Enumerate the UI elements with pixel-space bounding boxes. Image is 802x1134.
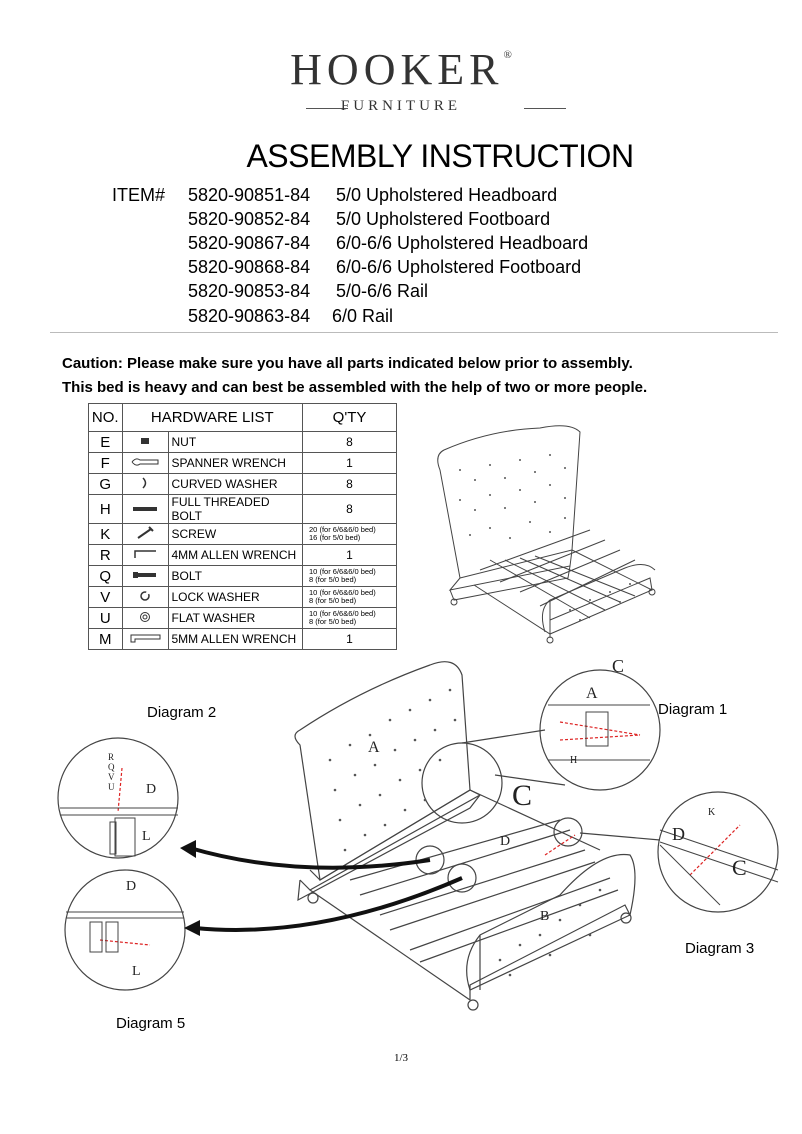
- part-qty: 1: [303, 453, 397, 474]
- qty-small-bed: 8 (for 5/0 bed): [309, 617, 357, 626]
- callout-a: A: [368, 739, 380, 756]
- part-name: BOLT: [169, 566, 303, 587]
- part-letter: G: [89, 474, 123, 495]
- part-qty: 8: [303, 495, 397, 524]
- caution-line-2: This bed is heavy and can best be assembled with the help of two or more people.: [62, 379, 648, 396]
- part-letter: K: [89, 524, 123, 545]
- part-letter: F: [89, 453, 123, 474]
- part-qty: 8: [303, 432, 397, 453]
- qty-small-bed: 16 (for 5/0 bed): [309, 533, 361, 542]
- brand-logo: [0, 45, 802, 94]
- qty-large-beds: 10 (for 6/6&6/0 bed): [309, 587, 376, 597]
- callout-c-main: C: [512, 779, 533, 812]
- brand-subtitle: FURNITURE: [340, 98, 462, 114]
- headboard-shape: [295, 662, 470, 880]
- callout-c-d1: C: [612, 656, 625, 676]
- part-qty: [303, 608, 397, 629]
- item-number: 5820-90851-84: [188, 185, 311, 205]
- part-name: NUT: [169, 432, 303, 453]
- part-letter: R: [89, 545, 123, 566]
- allen-wrench-4mm-icon: [122, 545, 169, 566]
- table-row: [89, 432, 397, 453]
- item-description: 6/0 Rail: [332, 306, 394, 326]
- callout-d-d2: D: [146, 782, 157, 797]
- part-name: SPANNER WRENCH: [169, 453, 303, 474]
- part-name: 5MM ALLEN WRENCH: [169, 629, 303, 650]
- item-row: [188, 282, 428, 300]
- item-description: 6/0-6/6 Upholstered Footboard: [336, 257, 582, 277]
- bed-overview-illustration: [420, 410, 670, 645]
- part-name: LOCK WASHER: [169, 587, 303, 608]
- diagram-1-label: Diagram 1: [658, 701, 728, 718]
- callout-h-d1: H: [570, 755, 578, 766]
- diagram-2-label: Diagram 2: [147, 704, 217, 721]
- item-number: 5820-90867-84: [188, 233, 311, 253]
- item-number: 5820-90852-84: [188, 209, 311, 229]
- allen-wrench-5mm-icon: [122, 629, 169, 650]
- callout-k-d3: K: [708, 807, 716, 818]
- table-header-row: [89, 404, 397, 432]
- part-letter: M: [89, 629, 123, 650]
- flat-washer-icon: [122, 608, 169, 629]
- section-divider: [50, 332, 778, 333]
- qty-large-beds: 10 (for 6/6&6/0 bed): [309, 608, 376, 618]
- callout-a-d1: A: [586, 685, 598, 702]
- registered-mark: ®: [503, 49, 512, 61]
- callout-u: U: [108, 782, 115, 792]
- table-row: [89, 608, 397, 629]
- header-hardware-list: HARDWARE LIST: [122, 404, 303, 432]
- callout-b: B: [540, 909, 550, 924]
- logo-rule-right: [524, 108, 566, 109]
- part-name: 4MM ALLEN WRENCH: [169, 545, 303, 566]
- part-letter: U: [89, 608, 123, 629]
- callout-v: V: [108, 772, 115, 782]
- table-row: [89, 566, 397, 587]
- item-number: 5820-90853-84: [188, 281, 311, 301]
- table-row: [89, 453, 397, 474]
- item-description: 6/0-6/6 Upholstered Headboard: [336, 233, 589, 253]
- bolt-icon: [122, 566, 169, 587]
- item-number: 5820-90868-84: [188, 257, 311, 277]
- hardware-table: [88, 403, 397, 650]
- part-letter: Q: [89, 566, 123, 587]
- screw-icon: [122, 524, 169, 545]
- part-qty: 1: [303, 545, 397, 566]
- part-qty: 8: [303, 474, 397, 495]
- page-title: ASSEMBLY INSTRUCTION: [246, 138, 634, 174]
- table-row: [89, 629, 397, 650]
- item-description: 5/0 Upholstered Footboard: [336, 209, 551, 229]
- spanner-wrench-icon: [122, 453, 169, 474]
- part-name: FLAT WASHER: [169, 608, 303, 629]
- table-row: [89, 474, 397, 495]
- full-threaded-bolt-icon: [122, 495, 169, 524]
- nut-icon: [122, 432, 169, 453]
- item-row: [188, 307, 393, 325]
- callout-q: Q: [108, 762, 115, 772]
- callout-d-main: D: [500, 834, 511, 849]
- diagram-3-label: Diagram 3: [685, 940, 755, 957]
- callout-d-d3: D: [672, 824, 685, 844]
- header-no: NO.: [89, 404, 123, 432]
- page-number: 1/3: [393, 1052, 409, 1064]
- item-row: [188, 234, 588, 252]
- curved-washer-icon: [122, 474, 169, 495]
- part-qty: [303, 566, 397, 587]
- callout-l-d2: L: [142, 829, 151, 844]
- part-letter: V: [89, 587, 123, 608]
- callout-l-d5: L: [132, 964, 141, 979]
- qty-small-bed: 8 (for 5/0 bed): [309, 575, 357, 584]
- table-row: [89, 545, 397, 566]
- part-qty: 1: [303, 629, 397, 650]
- item-description: 5/0 Upholstered Headboard: [336, 185, 558, 205]
- callout-r: R: [108, 752, 115, 762]
- part-name: SCREW: [169, 524, 303, 545]
- part-letter: E: [89, 432, 123, 453]
- part-name: CURVED WASHER: [169, 474, 303, 495]
- callout-c-d3: C: [732, 855, 747, 880]
- part-qty: [303, 587, 397, 608]
- part-name: FULL THREADED BOLT: [169, 495, 303, 524]
- qty-small-bed: 8 (for 5/0 bed): [309, 596, 357, 605]
- item-label: ITEM#: [112, 185, 166, 205]
- qty-large-beds: 10 (for 6/6&6/0 bed): [309, 566, 376, 576]
- table-row: [89, 524, 397, 545]
- header-qty: Q'TY: [303, 404, 397, 432]
- qty-large-beds: 20 (for 6/6&6/0 bed): [309, 524, 376, 534]
- table-row: [89, 587, 397, 608]
- item-description: 5/0-6/6 Rail: [336, 281, 429, 301]
- caution-line-1: Caution: Please make sure you have all parts indicated below prior to assembly.: [62, 355, 633, 372]
- lock-washer-icon: [122, 587, 169, 608]
- table-row: [89, 495, 397, 524]
- part-letter: H: [89, 495, 123, 524]
- callout-d-d5: D: [126, 879, 137, 894]
- item-row: [188, 186, 557, 204]
- diagram-5-label: Diagram 5: [116, 1015, 186, 1032]
- item-number: 5820-90863-84: [188, 306, 311, 326]
- item-row: [188, 258, 581, 276]
- brand-name: HOOKER: [290, 45, 504, 94]
- item-row: [188, 210, 550, 228]
- part-qty: [303, 524, 397, 545]
